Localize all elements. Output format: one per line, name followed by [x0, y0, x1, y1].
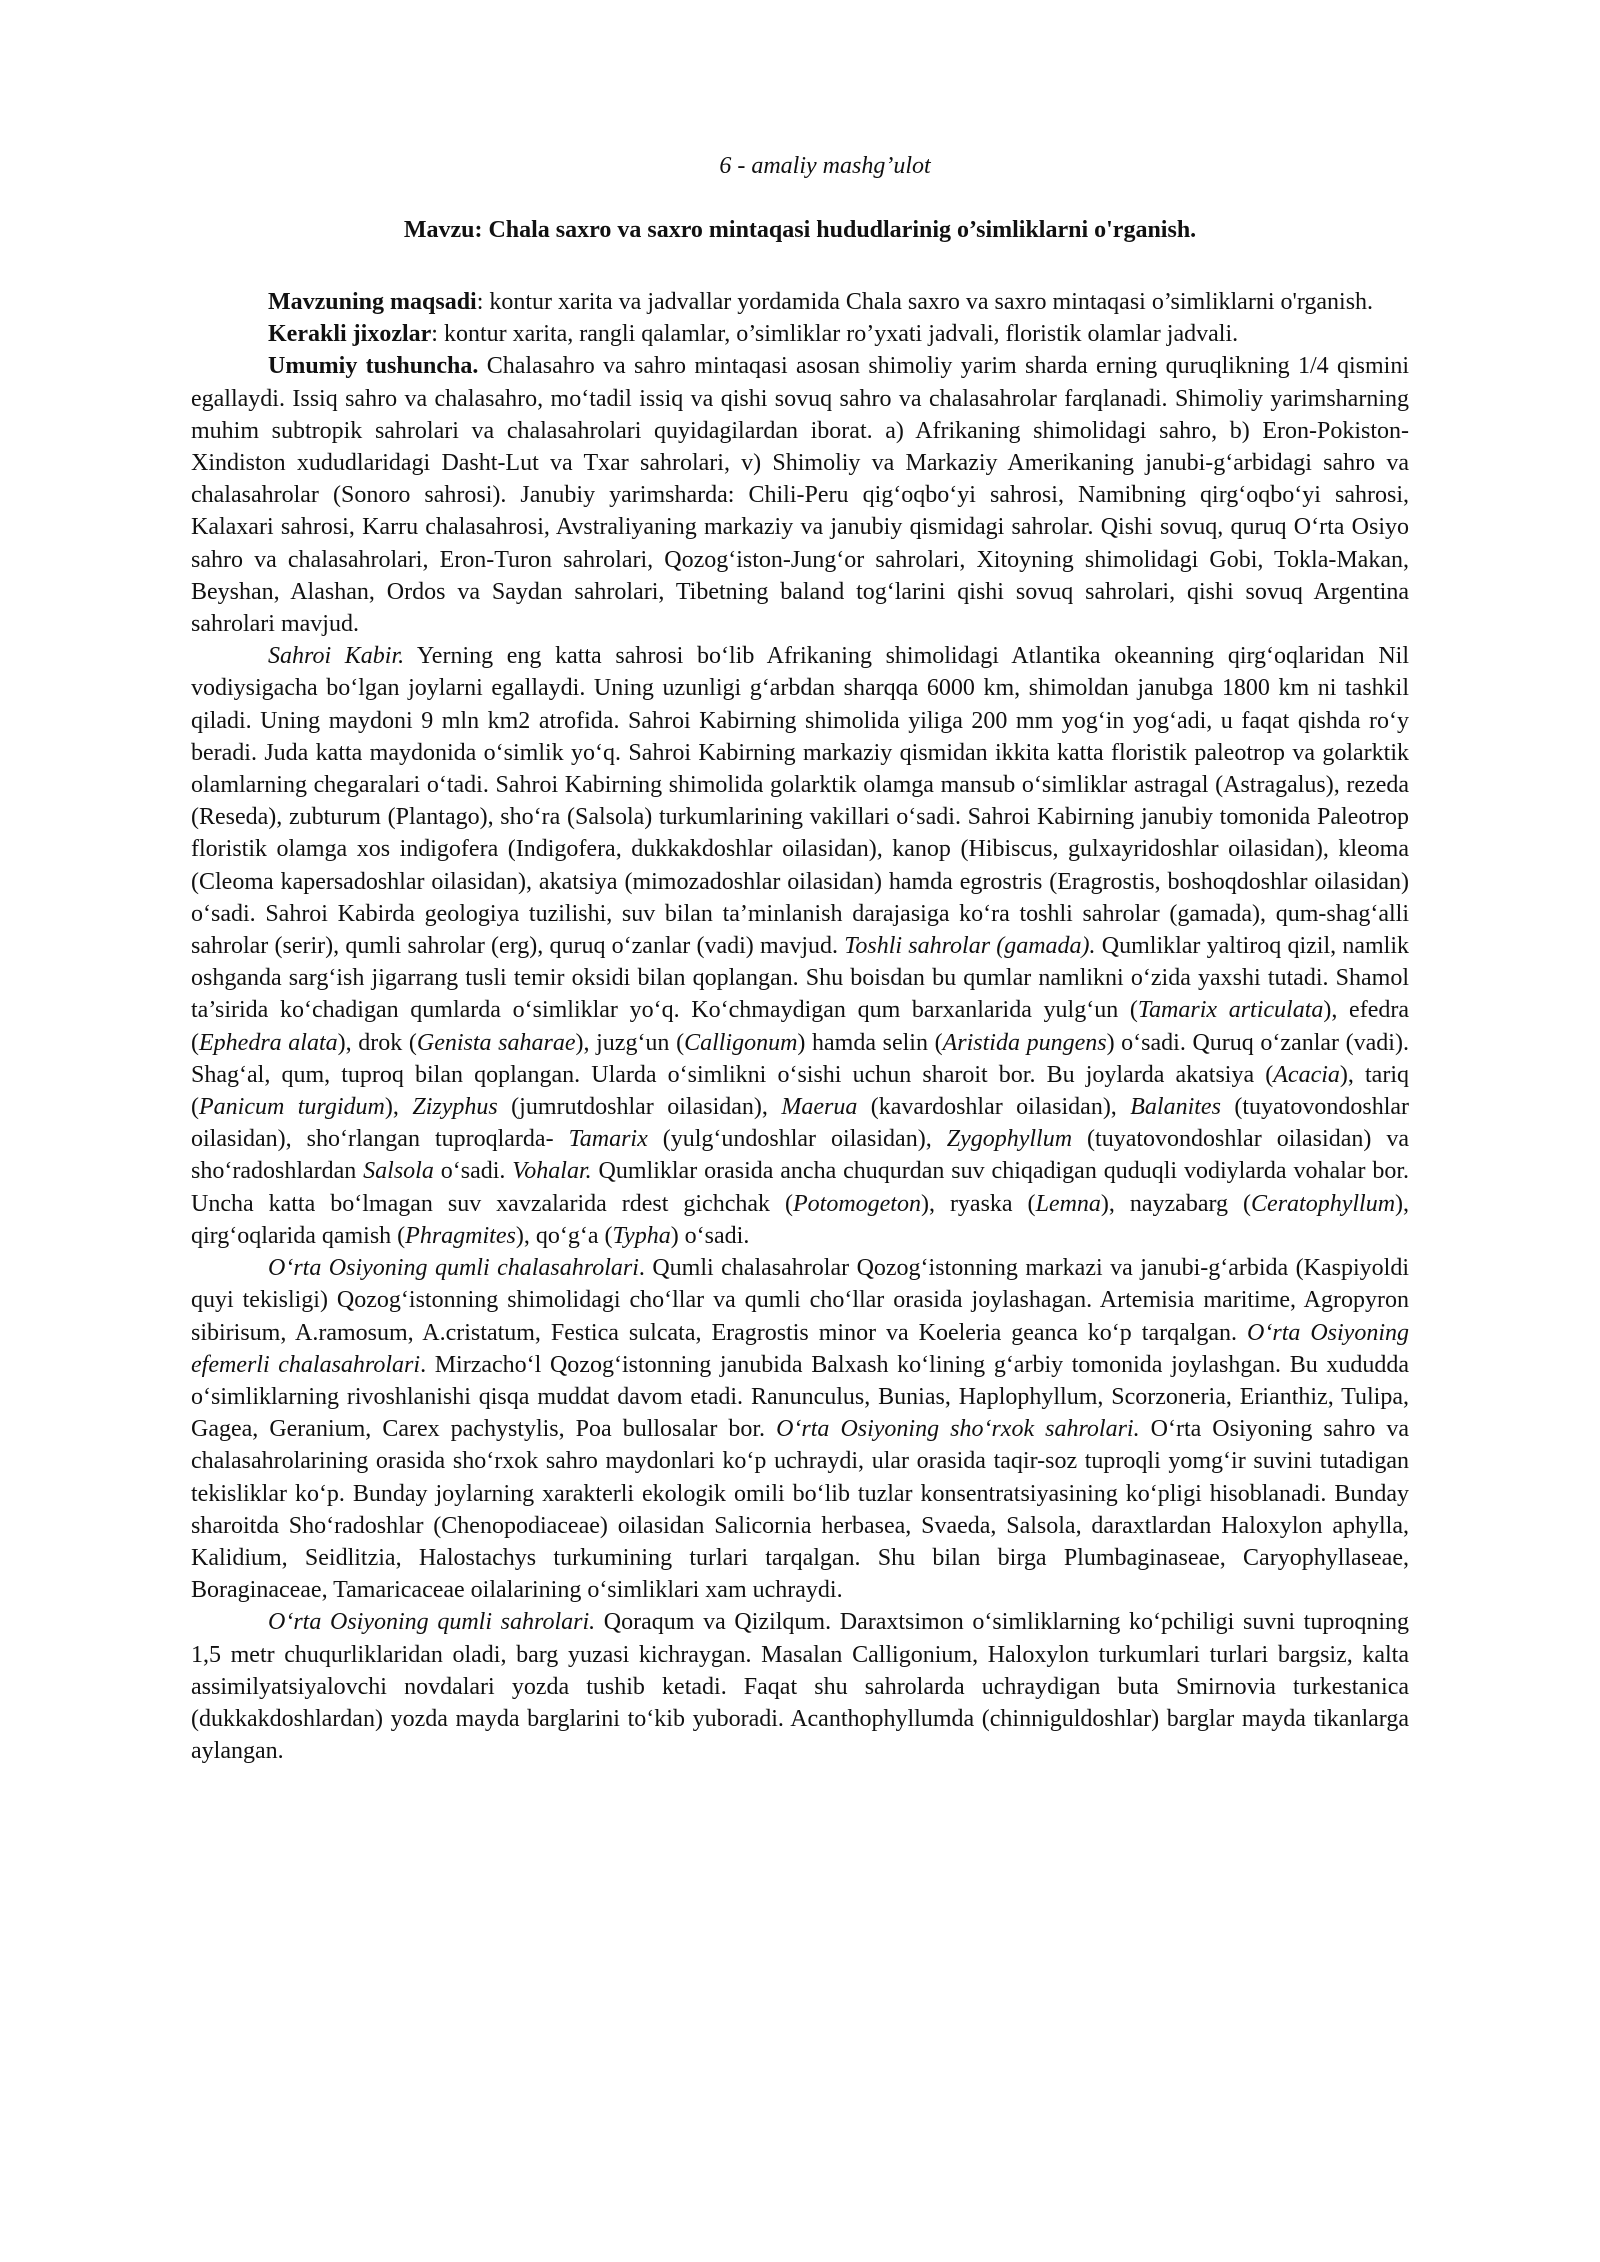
italic-term: Aristida pungens — [942, 1029, 1107, 1056]
italic-term: Phragmites — [405, 1222, 516, 1249]
text-run: Qoraqum va Qizilqum. Daraxtsimon o‘simliklarning ko‘pchiligi suvni tuproqning 1,5 metr chuqurliklaridan oladi, barg yuzasi kichraygan. Masalan Calligonium, Haloxylon turkumlari turlari bargsiz, kalta assimilyatsiyalovchi novdalari yozda tushib ketadi. Faqat shu sahrolarda uchraydigan buta Smirnovia turkestanica (dukkakdoshlardan) yozda mayda barglarini to‘kib yuboradi. Acanthophyllumda (chinniguldoshlar) barglar mayda tikanlarga aylangan. — [191, 1609, 1410, 1765]
italic-term: Typha — [612, 1222, 671, 1249]
italic-term: Vohalar. — [512, 1158, 592, 1185]
text-run: ), — [384, 1094, 413, 1121]
page-title: Mavzu: Chala saxro va saxro mintaqasi hududlarinig o’simliklarni o'rganish. — [403, 217, 1197, 243]
text-run: ), drok ( — [337, 1029, 417, 1056]
text-run: ), juzg‘un ( — [575, 1029, 685, 1056]
text-run: (kavardoshlar oilasidan), — [857, 1094, 1131, 1121]
paragraph — [191, 318, 1409, 350]
text-run: Qumliklar yaltiroq qizil, namlik oshganda sarg‘ish jigarrang tusli temir oksidi bilan qoplangan. Shu boisdan bu qumlar namlikni o‘zida yaxshi tutadi. Shamol ta’sirida ko‘chadigan qumlarda o‘simliklar yo‘q. Ko‘chmaydigan qum barxanlarida yulg‘un ( — [191, 933, 1410, 1024]
italic-term: Zygophyllum — [946, 1126, 1073, 1153]
document-body — [191, 286, 1409, 1767]
text-run: ), ryaska ( — [920, 1190, 1036, 1217]
text-run: ), nayzabarg ( — [1100, 1190, 1252, 1217]
paragraph — [191, 350, 1409, 640]
italic-term: Panicum turgidum — [199, 1094, 385, 1121]
italic-term: Maerua — [781, 1094, 858, 1121]
text-run: . Qumli chalasahrolar Qozog‘istonning markazi va janubi-g‘arbida (Kaspiyoldi quyi tekisligi) Qozog‘istonning shimolidagi cho‘llar va qumli cho‘llar orasida joylashagan. Artemisia maritime, Agropyron sibirisum, A.ramosum, A.cristatum, Festica sulcata, Eragrostis minor va Koeleria geanca ko‘p tarqalgan. — [191, 1255, 1409, 1346]
italic-term: Calligonum — [684, 1029, 798, 1056]
paragraph — [191, 286, 1409, 318]
italic-term: Acacia — [1273, 1061, 1340, 1088]
italic-term: Sahroi Kabir. — [268, 643, 405, 670]
italic-term: O‘rta Osiyoning sho‘rxok sahrolari. — [776, 1416, 1140, 1443]
text-run: : kontur xarita, rangli qalamlar, o’simliklar ro’yxati jadvali, floristik olamlar jadvali. — [431, 321, 1239, 348]
paragraph — [191, 1252, 1409, 1606]
text-run: Qumliklar orasida ancha chuqurdan suv chiqadigan quduqli vodiylarda vohalar bor. Uncha katta bo‘lmagan suv xavzalarida rdest gichchak ( — [191, 1158, 1409, 1217]
text-run: (tuyatovondoshlar oilasidan) va sho‘radoshlardan — [191, 1126, 1409, 1185]
document-page — [191, 150, 1409, 1767]
text-run: : kontur xarita va jadvallar yordamida Chala saxro va saxro mintaqasi o’simliklarni o'rganish. — [476, 289, 1374, 315]
italic-term: Tamarix — [568, 1126, 648, 1153]
italic-term: Tamarix articulata — [1137, 997, 1324, 1024]
italic-term: O‘rta Osiyoning efemerli chalasahrolari — [191, 1319, 1409, 1378]
text-run: ), qirg‘oqlarida qamish ( — [191, 1190, 1410, 1249]
text-run: . Mirzacho‘l Qozog‘istonning janubida Balxash ko‘lining g‘arbiy tomonida joylashgan. Bu xududda o‘simliklarning rivoshlanishi qisqa muddat davom etadi. Ranunculus, Bunias, Haplophyllum, Scorzoneria, Erianthiz, Tulipa, Gagea, Geranium, Carex pachystylis, Poa bullosalar bor. — [191, 1351, 1409, 1443]
italic-term: O‘rta Osiyoning qumli sahrolari. — [268, 1609, 596, 1636]
italic-term: Toshli sahrolar (gamada). — [844, 933, 1096, 960]
italic-term: Genista saharae — [416, 1029, 576, 1056]
italic-term: Ephedra alata — [199, 1029, 338, 1056]
text-run: ), qo‘g‘a ( — [515, 1222, 613, 1249]
text-run: ) o‘sadi. Quruq o‘zanlar (vadi). Shag‘al, qum, tuproq bilan qoplangan. Ularda o‘simlikni o‘sishi uchun sharoit bor. Bu joylarda akatsiya ( — [191, 1029, 1409, 1088]
text-run: ) hamda selin ( — [797, 1029, 943, 1056]
text-run: ), tariq ( — [191, 1061, 1409, 1121]
bold-term: Kerakli jixozlar — [268, 321, 432, 348]
text-run: O‘rta Osiyoning sahro va chalasahrolarining orasida sho‘rxok sahro maydonlari ko‘p uchraydi, ular orasida taqir-soz tuproqli yomg‘ir suvini tutadigan tekisliklar ko‘p. Bunday joylarning xarakterli ekologik omili bo‘lib tuzlar konsentratsiyasining ko‘pligi hisoblanadi. Bunday sharoitda Sho‘radoshlar (Chenopodiaceae) oilasidan Salicornia herbasea, Svaeda, Salsola, daraxtlardan Haloxylon aphylla, Kalidium, Seidlitzia, Halostachys turkumining turlari tarqalgan. Shu bilan birga Plumbaginaseae, Caryophyllaseae, Boraginaceae, Tamaricaceae oilalarining o‘simliklari xam uchraydi. — [191, 1416, 1410, 1604]
italic-term: O‘rta Osiyoning qumli chalasahrolari — [268, 1255, 639, 1282]
italic-term: Ceratophyllum — [1251, 1190, 1396, 1217]
text-run: o‘sadi. — [433, 1158, 513, 1185]
lesson-number: 6 - amaliy mashg’ulot — [719, 153, 931, 179]
text-run: Yerning eng katta sahrosi bo‘lib Afrikaning shimolidagi Atlantika okeanning qirg‘oqlaridan Nil vodiysigacha bo‘lgan joylarni egallaydi. Uning uzunligi g‘arbdan sharqqa 6000 km, shimoldan janubga 1800 km ni tashkil qiladi. Uning maydoni 9 mln km2 atrofida. Sahroi Kabirning shimolida yiliga 200 mm yog‘in yog‘adi, u faqat qishda ro‘y beradi. Juda katta maydonida o‘simlik yo‘q. Sahroi Kabirning markaziy qismidan ikkita katta floristik paleotrop va golarktik olamlarning chegaralari o‘tadi. Sahroi Kabirning shimolida golarktik olamga mansub o‘simliklar astragal (Astragalus), rezeda (Reseda), zubturum (Plantago), sho‘ra (Salsola) turkumlarining vakillari o‘sadi. Sahroi Kabirning janubiy tomonida Paleotrop floristik olamga xos indigofera (Indigofera, dukkakdoshlar oilasidan), kanop (Hibiscus, gulxayridoshlar oilasidan), kleoma (Cleoma kapersadoshlar oilasidan), akatsiya (mimozadoshlar oilasidan) hamda egrostris (Eragrostis, boshoqdoshlar oilasidan) o‘sadi. Sahroi Kabirda geologiya tuzilishi, suv bilan ta’minlanish darajasiga ko‘ra toshli sahrolar (gamada), qum-shag‘alli sahrolar (serir), qumli sahrolar (erg), quruq o‘zanlar (vadi) mavjud. — [191, 643, 1409, 960]
text-run: ), efedra ( — [191, 997, 1409, 1056]
text-run: Chalasahro va sahro mintaqasi asosan shimoliy yarim sharda erning quruqlikning 1/4 qismini egallaydi. Issiq sahro va chalasahro, mo‘tadil issiq va qishi sovuq sahro va chalasahrolar farqlanadi. Shimoliy yarimsharning muhim subtropik sahrolari va chalasahrolari quyidagilardan iborat. a) Afrikaning shimolidagi sahro, b) Eron-Pokiston-Xindiston xududlaridagi Dasht-Lut va Txar sahrolari, v) Shimoliy va Markaziy Amerikaning janubi-g‘arbidagi sahro va chalasahrolar (Sonoro sahrosi). Janubiy yarimsharda: Chili-Peru qig‘oqbo‘yi sahrosi, Namibning qirg‘oqbo‘yi sahrosi, Kalaxari sahrosi, Karru chalasahrosi, Avstraliyaning markaziy va janubiy qismidagi sahrolar. Qishi sovuq, quruq O‘rta Osiyo sahro va chalasahrolari, Eron-Turon sahrolari, Qozog‘iston-Jung‘or sahrolari, Xitoyning shimolidagi Gobi, Tokla-Makan, Beyshan, Alashan, Ordos va Saydan sahrolari, Tibetning baland tog‘larini qishi sovuq sahrolari, qishi sovuq Argentina sahrolari mavjud. — [191, 353, 1409, 638]
italic-term: Zizyphus — [412, 1094, 498, 1121]
italic-term: Lemna — [1035, 1190, 1101, 1217]
italic-term: Salsola — [363, 1158, 434, 1185]
bold-term: Mavzuning maqsadi — [268, 289, 477, 315]
text-run: (tuyatovondoshlar oilasidan), sho‘rlangan tuproqlarda- — [191, 1094, 1410, 1153]
paragraph — [191, 1606, 1409, 1767]
bold-term: Umumiy tushuncha. — [268, 353, 479, 380]
text-run: (yulg‘undoshlar oilasidan), — [647, 1126, 947, 1153]
italic-term: Potomogeton — [792, 1190, 921, 1217]
text-run: ) o‘sadi. — [670, 1222, 750, 1249]
text-run: (jumrutdoshlar oilasidan), — [497, 1094, 782, 1121]
italic-term: Balanites — [1130, 1094, 1221, 1121]
paragraph — [191, 640, 1409, 1252]
